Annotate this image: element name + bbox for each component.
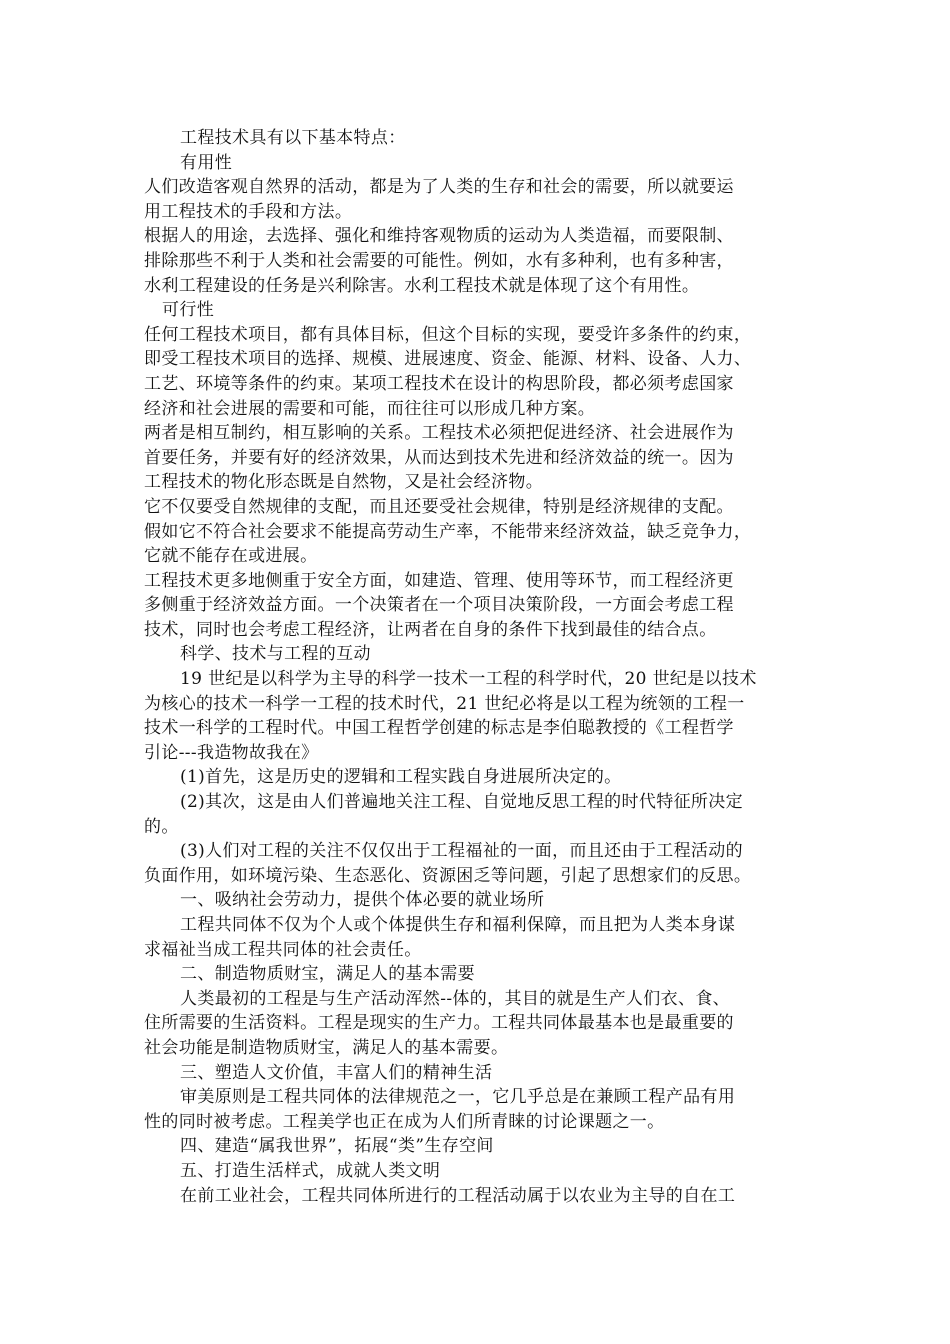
paragraph-line: 工程技术的物化形态既是自然物，又是社会经济物。 <box>144 472 544 493</box>
section-heading-3: 三、塑造人文价值，丰富人们的精神生活 <box>180 1062 493 1083</box>
paragraph-line: 工艺、环境等条件的约束。某项工程技术在设计的构思阶段，都必须考虑国家 <box>144 373 734 394</box>
paragraph-line: 性的同时被考虑。工程美学也正在成为人们所青睐的讨论课题之一。 <box>144 1111 665 1132</box>
paragraph-line: 人们改造客观自然界的活动，都是为了人类的生存和社会的需要，所以就要运 <box>144 177 734 198</box>
paragraph-line: 负面作用，如环境污染、生态恶化、资源困乏等问题，引起了思想家们的反思。 <box>144 865 752 886</box>
document-body <box>144 126 808 1208</box>
list-item: (1)首先，这是历史的逻辑和工程实践自身进展所决定的。 <box>180 767 622 788</box>
paragraph-line: 首要任务，并要有好的经济效果，从而达到技术先进和经济效益的统一。因为 <box>144 447 734 468</box>
paragraph-line: 任何工程技术项目，都有具体目标，但这个目标的实现，要受许多条件的约束， <box>144 324 752 345</box>
paragraph-line: 即受工程技术项目的选择、规模、进展速度、资金、能源、材料、设备、人力、 <box>144 349 752 370</box>
paragraph-line: 社会功能是制造物质财宝，满足人的基本需要。 <box>144 1037 509 1058</box>
paragraph-line: 用工程技术的手段和方法。 <box>144 201 353 222</box>
paragraph-line: 的。 <box>144 816 179 837</box>
section-heading-4: 四、建造“属我世界”，拓展“类”生存空间 <box>180 1136 494 1157</box>
paragraph-line: 工程技术更多地侧重于安全方面，如建造、管理、使用等环节，而工程经济更 <box>144 570 734 591</box>
section-heading-usefulness: 有用性 <box>180 152 233 173</box>
paragraph-line: 技术，同时也会考虑工程经济，让两者在自身的条件下找到最佳的结合点。 <box>144 619 717 640</box>
paragraph-line: 水利工程建设的任务是兴利除害。水利工程技术就是体现了这个有用性。 <box>144 275 700 296</box>
section-heading-5: 五、打造生活样式，成就人类文明 <box>180 1160 441 1181</box>
paragraph-line: 经济和社会进展的需要和可能，而往往可以形成几种方案。 <box>144 398 596 419</box>
paragraph-line: 根据人的用途，去选择、强化和维持客观物质的运动为人类造福，而要限制、 <box>144 226 734 247</box>
paragraph-line: 在前工业社会，工程共同体所进行的工程活动属于以农业为主导的自在工 <box>180 1185 736 1206</box>
list-item: (3)人们对工程的关注不仅仅出于工程福祉的一面，而且还由于工程活动的 <box>180 841 743 862</box>
paragraph-line: 引论---我造物故我在》 <box>144 742 319 763</box>
paragraph-line: 人类最初的工程是与生产活动浑然--体的，其目的就是生产人们衣、食、 <box>180 988 731 1009</box>
paragraph-line: 技术一科学的工程时代。中国工程哲学创建的标志是李伯聪教授的《工程哲学 <box>144 718 734 739</box>
section-heading-feasibility: 可行性 <box>162 300 215 321</box>
section-heading-interaction: 科学、技术与工程的互动 <box>180 644 371 665</box>
paragraph-line: 求福祉当成工程共同体的社会责任。 <box>144 939 422 960</box>
intro-line: 工程技术具有以下基本特点： <box>180 128 406 148</box>
paragraph-line: 两者是相互制约，相互影响的关系。工程技术必须把促进经济、社会进展作为 <box>144 423 734 444</box>
paragraph-line: 多侧重于经济效益方面。一个决策者在一个项目决策阶段，一方面会考虑工程 <box>144 595 734 616</box>
paragraph-line: 排除那些不利于人类和社会需要的可能性。例如，水有多种利，也有多种害， <box>144 250 734 271</box>
paragraph-line: 住所需要的生活资料。工程是现实的生产力。工程共同体最基本也是最重要的 <box>144 1013 734 1034</box>
paragraph-line: 假如它不符合社会要求不能提高劳动生产率，不能带来经济效益，缺乏竞争力， <box>144 521 752 542</box>
paragraph-line: 工程共同体不仅为个人或个体提供生存和福利保障，而且把为人类本身谋 <box>180 915 736 935</box>
paragraph-line: 审美原则是工程共同体的法律规范之一，它几乎总是在兼顾工程产品有用 <box>180 1087 736 1108</box>
paragraph-line: 19 世纪是以科学为主导的科学一技术一工程的科学时代，20 世纪是以技术 <box>180 669 757 690</box>
section-heading-1: 一、吸纳社会劳动力，提供个体必要的就业场所 <box>180 890 545 911</box>
list-item: (2)其次，这是由人们普遍地关注工程、自觉地反思工程的时代特征所决定 <box>180 792 743 813</box>
paragraph-line: 它就不能存在或进展。 <box>144 546 318 567</box>
paragraph-line: 它不仅要受自然规律的支配，而且还要受社会规律，特别是经济规律的支配。 <box>144 496 734 517</box>
section-heading-2: 二、制造物质财宝，满足人的基本需要 <box>180 964 475 985</box>
paragraph-line: 为核心的技术一科学一工程的技术时代，21 世纪必将是以工程为统领的工程一 <box>144 693 745 714</box>
